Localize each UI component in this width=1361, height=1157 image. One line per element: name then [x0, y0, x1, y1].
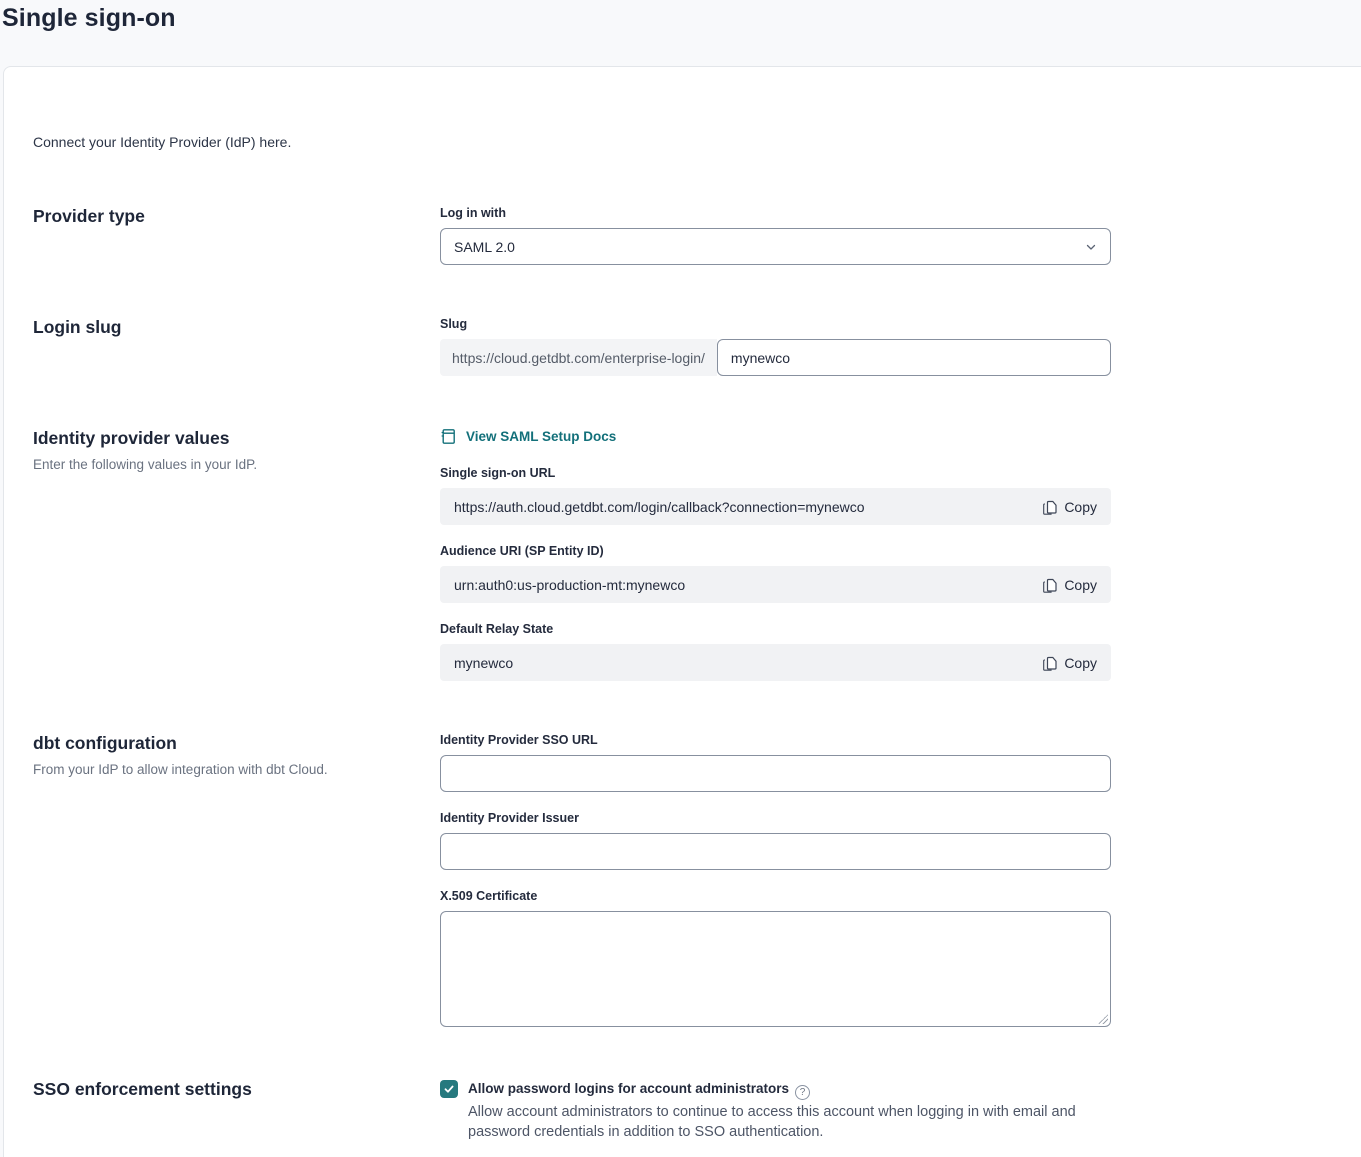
relay-state-value: mynewco: [454, 654, 514, 671]
identity-provider-values-subheading: Enter the following values in your IdP.: [33, 457, 258, 473]
idp-sso-url-input[interactable]: [440, 755, 1111, 792]
sso-url-field: [440, 466, 1111, 525]
audience-uri-label: Audience URI (SP Entity ID): [440, 544, 604, 558]
idp-issuer-input[interactable]: [440, 833, 1111, 870]
section-provider-type: [33, 206, 1361, 265]
copy-icon: [1043, 655, 1057, 671]
idp-issuer-field: [440, 811, 1111, 870]
idp-sso-url-label: Identity Provider SSO URL: [440, 733, 598, 747]
copy-icon: [1043, 577, 1057, 593]
relay-state-row: [440, 644, 1111, 681]
login-with-select[interactable]: [440, 228, 1111, 265]
x509-certificate-label: X.509 Certificate: [440, 889, 538, 903]
slug-label: Slug: [440, 317, 468, 331]
chevron-down-icon: [1085, 241, 1097, 253]
section-login-slug: [33, 317, 1361, 376]
question-circle-icon[interactable]: ?: [795, 1085, 810, 1100]
view-saml-setup-docs-label[interactable]: View SAML Setup Docs: [466, 429, 617, 444]
allow-password-logins-checkbox[interactable]: [440, 1080, 458, 1098]
provider-type-heading: Provider type: [33, 206, 145, 226]
section-sso-enforcement: [33, 1079, 1361, 1142]
copy-button-label: Copy: [1064, 576, 1097, 593]
allow-password-logins-row: [440, 1079, 1111, 1100]
audience-uri-row: [440, 566, 1111, 603]
copy-icon: [1043, 499, 1057, 515]
sso-url-label: Single sign-on URL: [440, 466, 556, 480]
relay-state-copy-button[interactable]: [1043, 655, 1097, 671]
x509-certificate-textarea[interactable]: [440, 911, 1111, 1027]
login-with-selected-value: SAML 2.0: [454, 238, 515, 255]
relay-state-label: Default Relay State: [440, 622, 554, 636]
login-with-label: Log in with: [440, 206, 506, 220]
x509-certificate-field: [440, 889, 1111, 1027]
audience-uri-copy-button[interactable]: [1043, 577, 1097, 593]
page-title: Single sign-on: [2, 4, 176, 32]
checkmark-icon: [443, 1083, 455, 1095]
dbt-configuration-heading: dbt configuration: [33, 733, 177, 753]
section-identity-provider-values: [33, 428, 1361, 681]
page-header: [0, 0, 1361, 66]
slug-input[interactable]: [717, 339, 1111, 376]
allow-password-logins-description: Allow account administrators to continue to access this account when logging in with email and password credentials in addition to SSO authentication.: [468, 1104, 1076, 1140]
audience-uri-field: [440, 544, 1111, 603]
idp-issuer-label: Identity Provider Issuer: [440, 811, 579, 825]
sso-enforcement-heading: SSO enforcement settings: [33, 1079, 252, 1099]
sso-url-copy-button[interactable]: [1043, 499, 1097, 515]
copy-button-label: Copy: [1064, 498, 1097, 515]
login-slug-heading: Login slug: [33, 317, 122, 337]
settings-card: [3, 66, 1361, 1157]
copy-button-label: Copy: [1064, 654, 1097, 671]
dbt-configuration-subheading: From your IdP to allow integration with dbt Cloud.: [33, 762, 328, 778]
relay-state-field: [440, 622, 1111, 681]
slug-url-prefix: https://cloud.getdbt.com/enterprise-login/: [440, 339, 717, 376]
audience-uri-value: urn:auth0:us-production-mt:mynewco: [454, 576, 686, 593]
intro-text: Connect your Identity Provider (IdP) here.: [33, 134, 292, 150]
allow-password-logins-label: Allow password logins for account administrators: [468, 1081, 790, 1096]
slug-input-group: [440, 339, 1111, 376]
sso-url-row: [440, 488, 1111, 525]
journal-icon: [440, 428, 457, 445]
section-dbt-configuration: [33, 733, 1361, 1027]
sso-url-value: https://auth.cloud.getdbt.com/login/callback?connection=mynewco: [454, 498, 865, 515]
view-saml-setup-docs-link[interactable]: [440, 428, 1111, 445]
identity-provider-values-heading: Identity provider values: [33, 428, 230, 448]
idp-sso-url-field: [440, 733, 1111, 792]
